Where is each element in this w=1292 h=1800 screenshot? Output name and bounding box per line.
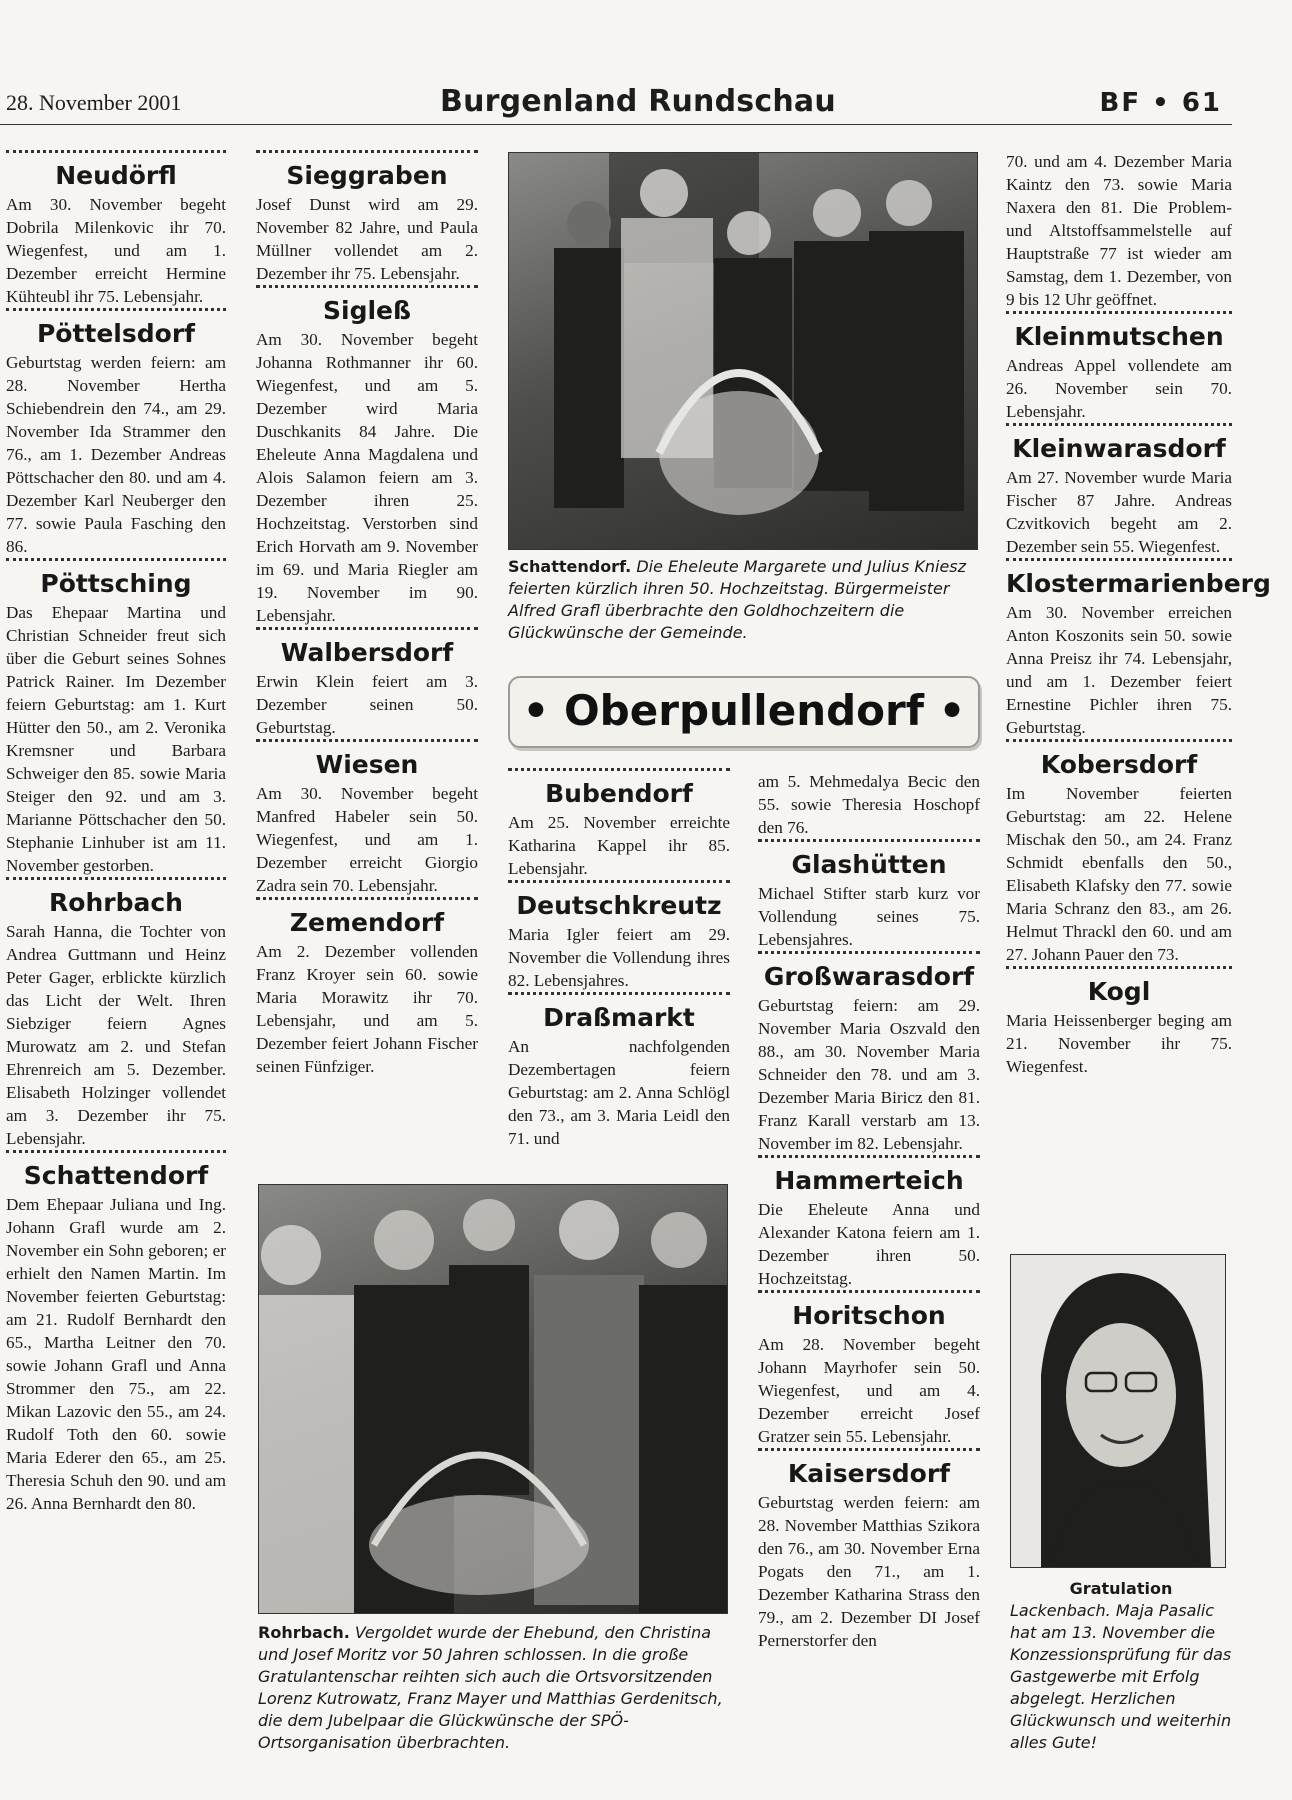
article-text: Geburtstag feiern: am 29. November Maria Oszvald den 88., am 30. November Maria Schneider den 78. und am 3. Dezember Maria Biricz den 81. Franz Karall verstarb am 13. November im 82. Lebensjahr.: [758, 996, 980, 1153]
article-text: Am 30. November begeht Dobrila Milenkovic ihr 70. Wiegenfest, und am 1. Dezember erreicht Hermine Kühteubl ihr 75. Lebensjahr.: [6, 195, 226, 306]
article-kleinwarasdorf: [1006, 423, 1232, 558]
article-text: Am 30. November begeht Johanna Rothmanner ihr 60. Wiegenfest, und am 5. Dezember wird Maria Duschkanits 84 Jahre. Die Eheleute Anna Magdalena und Alois Salamon feiern am 3. Dezember ihren 25. Hochzeitstag. Verstorben sind Erich Horvath am 9. November im 69. und Maria Riegler am 19. November im 90. Lebensjahr.: [256, 330, 478, 625]
article-neudoerfl: [6, 150, 226, 308]
article-text: Sarah Hanna, die Tochter von Andrea Guttmann und Heinz Peter Gager, erblickte kürzlich das Licht der Welt. Ihren Siebziger feiern Agnes Murowatz am 2. und Stefan Ehrenreich am 5. Dezember. Elisabeth Holzinger vollendet am 3. Dezember ihr 75. Lebensjahr.: [6, 922, 226, 1148]
header-rule: [0, 124, 1232, 125]
portrait-caption-title: Gratulation: [1069, 1579, 1173, 1598]
article-text: Geburtstag werden feiern: am 28. November Matthias Szikora den 76., am 30. November Erna Pogats den 71., am 1. Dezember Katharina Strass den 79., am 2. Dezember DI Josef Pernerstorfer den: [758, 1493, 980, 1650]
continued-text: am 5. Mehmedalya Becic den 55. sowie Theresia Hoschopf den 76.: [758, 772, 980, 837]
newspaper-title: Burgenland Rundschau: [440, 84, 836, 119]
photo-golden-wedding-schattendorf: [508, 152, 978, 550]
article-poettsching: [6, 558, 226, 877]
column-4: [758, 770, 980, 1652]
caption-place: Schattendorf.: [508, 557, 632, 576]
article-horitschon: [758, 1290, 980, 1448]
article-title: Wiesen: [256, 739, 478, 782]
page-header: [0, 84, 1232, 124]
article-walbersdorf: [256, 627, 478, 739]
article-title: Schattendorf: [6, 1150, 226, 1193]
column-2: [256, 150, 478, 1078]
photo-golden-wedding-rohrbach: [258, 1184, 728, 1614]
photo-caption-top: [508, 556, 976, 644]
article-title: Horitschon: [758, 1290, 980, 1333]
article-kobersdorf: [1006, 739, 1232, 966]
article-deutschkreutz: [508, 880, 730, 992]
caption-place: Rohrbach.: [258, 1623, 350, 1642]
caption-text: Vergoldet wurde der Ehebund, den Christina und Josef Moritz vor 50 Jahren schlossen. In die große Gratulantenschar reihten sich auch die Ortsvorsitzenden Lorenz Kutrowatz, Franz Mayer und Matthias Gerdenitsch, die dem Jubelpaar die Glückwünsche der SPÖ-Ortsorganisation überbrachten.: [258, 1623, 723, 1752]
article-text: Erwin Klein feiert am 3. Dezember seinen 50. Geburtstag.: [256, 672, 478, 737]
continued-text: 70. und am 4. Dezember Maria Kaintz den 73. sowie Maria Naxera den 81. Die Problem- und Altstoffsammelstelle auf Hauptstraße 77 ist wieder am Samstag, dem 1. Dezember, von 9 bis 12 Uhr geöffnet.: [1006, 152, 1232, 309]
article-zemendorf: [256, 897, 478, 1078]
article-sigless: [256, 285, 478, 627]
article-schattendorf: [6, 1150, 226, 1515]
page-number: BF • 61: [1099, 88, 1222, 118]
article-drassmarkt: [508, 992, 730, 1150]
photo-group-image: [509, 153, 977, 549]
article-text: Am 2. Dezember vollenden Franz Kroyer sein 60. sowie Maria Morawitz ihr 70. Lebensjahr, und am 5. Dezember feiert Johann Fischer seinen Fünfziger.: [256, 942, 478, 1076]
article-text: Michael Stifter starb kurz vor Vollendung seines 75. Lebensjahres.: [758, 884, 980, 949]
article-title: Zemendorf: [256, 897, 478, 940]
article-text: Das Ehepaar Martina und Christian Schneider freut sich über die Geburt seines Sohnes Patrick Rainer. Im Dezember feiern Geburtstag: am 1. Kurt Hütter den 50., am 2. Veronika Kremsner und Barbara Schweiger den 85. sowie Maria Steiger den 92. und am 3. Marianne Pöttschacher den 50. Stephanie Linhuber ist am 11. November gestorben.: [6, 603, 226, 875]
article-kogl: [1006, 966, 1232, 1078]
article-title: Großwarasdorf: [758, 951, 980, 994]
photo-portrait-maja-pasalic: [1010, 1254, 1226, 1568]
column-5: [1006, 150, 1271, 1078]
article-title: Draßmarkt: [508, 992, 730, 1035]
article-text: Am 28. November begeht Johann Mayrhofer sein 50. Wiegenfest, und am 4. Dezember erreicht Josef Gratzer sein 55. Lebensjahr.: [758, 1335, 980, 1446]
photo-group-image: [259, 1185, 727, 1613]
article-text: Dem Ehepaar Juliana und Ing. Johann Grafl wurde am 2. November ein Sohn geboren; er erhielt den Namen Martin. Im November feierten Geburtstag: am 21. Rudolf Bernhardt den 65., Martha Leitner den 70. sowie Johann Grafl und Anna Strommer den 75., am 22. Mikan Lazovic den 55., am 24. Rudolf Toth den 60. sowie Maria Ederer den 65., am 25. Theresia Schuh den 90. und am 26. Anna Bernhardt den 80.: [6, 1195, 226, 1513]
article-text: Im November feierten Geburtstag: am 22. Helene Mischak den 50., am 24. Franz Schmidt ebenfalls den 50., Elisabeth Klafsky den 77. sowie Maria Schranz den 83., am 26. Helmut Thrackl den 60. und am 27. Johann Pauer den 73.: [1006, 784, 1232, 964]
article-kleinmutschen: [1006, 311, 1232, 423]
article-text: Am 30. November begeht Manfred Habeler sein 50. Wiegenfest, und am 1. Dezember erreicht Giorgio Zadra sein 70. Lebensjahr.: [256, 784, 478, 895]
column-3: [508, 768, 730, 1150]
portrait-image: [1011, 1255, 1225, 1567]
article-title: Kogl: [1006, 966, 1232, 1009]
article-title: Klostermarienberg: [1006, 558, 1232, 601]
article-title: Kleinmutschen: [1006, 311, 1232, 354]
article-title: Hammerteich: [758, 1155, 980, 1198]
article-hammerteich: [758, 1155, 980, 1290]
article-title: Kobersdorf: [1006, 739, 1232, 782]
article-rohrbach: [6, 877, 226, 1150]
article-glashuetten: [758, 839, 980, 951]
article-text: Am 27. November wurde Maria Fischer 87 Jahre. Andreas Czvitkovich begeht am 2. Dezember sein 55. Wiegenfest.: [1006, 468, 1232, 556]
article-text: Am 30. November erreichen Anton Koszonits sein 50. sowie Anna Preisz ihr 74. Lebensjahr, und am 1. Dezember feiert Ernestine Pichler ihren 75. Geburtstag.: [1006, 603, 1232, 737]
article-sieggraben: [256, 150, 478, 285]
article-text: An nachfolgenden Dezembertagen feiern Geburtstag: am 2. Anna Schlögl den 73., am 3. Maria Leidl den 71. und: [508, 1037, 730, 1148]
region-banner-oberpullendorf: • Oberpullendorf •: [508, 676, 980, 748]
article-title: Pöttsching: [6, 558, 226, 601]
article-title: Kaisersdorf: [758, 1448, 980, 1491]
article-title: Pöttelsdorf: [6, 308, 226, 351]
article-poettelsdorf: [6, 308, 226, 558]
column-1: [6, 150, 226, 1515]
article-text: Maria Heissenberger beging am 21. November ihr 75. Wiegenfest.: [1006, 1011, 1232, 1076]
article-wiesen: [256, 739, 478, 897]
article-title: Rohrbach: [6, 877, 226, 920]
issue-date: 28. November 2001: [6, 90, 182, 115]
article-title: Deutschkreutz: [508, 880, 730, 923]
article-text: Maria Igler feiert am 29. November die Vollendung ihres 82. Lebensjahres.: [508, 925, 730, 990]
article-klostermarienberg: [1006, 558, 1271, 739]
article-text: Andreas Appel vollendete am 26. November sein 70. Lebensjahr.: [1006, 356, 1232, 421]
article-title: Sigleß: [256, 285, 478, 328]
article-title: Walbersdorf: [256, 627, 478, 670]
article-grosswarasdorf: [758, 951, 980, 1155]
article-text: Josef Dunst wird am 29. November 82 Jahre, und Paula Müllner vollendet am 2. Dezember ihr 75. Lebensjahr.: [256, 195, 478, 283]
article-bubendorf: [508, 768, 730, 880]
portrait-caption-text: Lackenbach. Maja Pasalic hat am 13. November die Konzessionsprüfung für das Gastgewerbe mit Erfolg abgelegt. Herzlichen Glückwunsch und weiterhin alles Gute!: [1010, 1601, 1232, 1752]
article-title: Neudörfl: [6, 150, 226, 193]
article-text: Am 25. November erreichte Katharina Kappel ihr 85. Lebensjahr.: [508, 813, 730, 878]
article-title: Glashütten: [758, 839, 980, 882]
article-title: Sieggraben: [256, 150, 478, 193]
portrait-caption: [1010, 1578, 1232, 1754]
photo-caption-bottom: [258, 1622, 730, 1754]
article-text: Geburtstag werden feiern: am 28. November Hertha Schiebendrein den 74., am 29. November Ida Strammer den 76., am 1. Dezember Andreas Pöttschacher den 80. und am 4. Dezember Karl Neuberger den 77. sowie Paula Fasching den 86.: [6, 353, 226, 556]
article-title: Kleinwarasdorf: [1006, 423, 1232, 466]
caption-text: Die Eheleute Margarete und Julius Kniesz feierten kürzlich ihren 50. Hochzeitstag. Bürgermeister Alfred Grafl überbrachte den Goldhochzeitern die Glückwünsche der Gemeinde.: [508, 557, 967, 642]
article-text: Die Eheleute Anna und Alexander Katona feiern am 1. Dezember ihren 50. Hochzeitstag.: [758, 1200, 980, 1288]
article-kaisersdorf: [758, 1448, 980, 1652]
article-title: Bubendorf: [508, 768, 730, 811]
